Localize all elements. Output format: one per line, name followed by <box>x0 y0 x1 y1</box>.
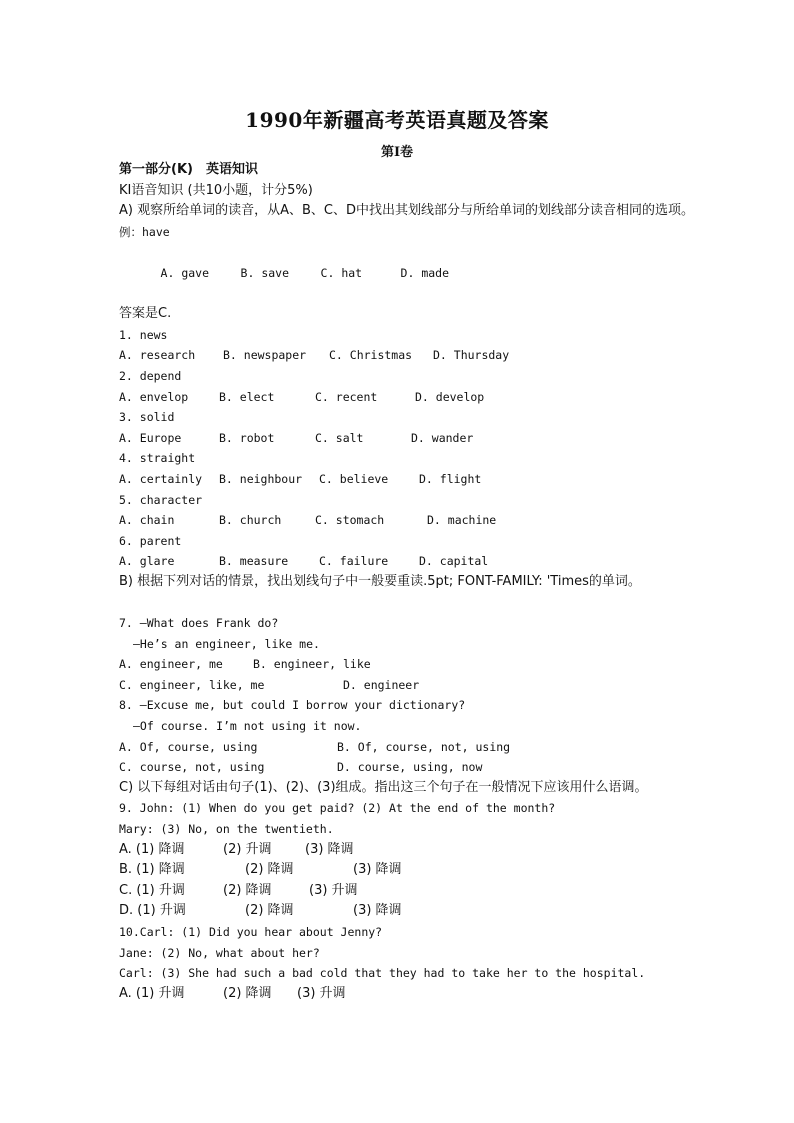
option: B. church <box>219 513 282 528</box>
option: B. engineer, like <box>253 657 371 672</box>
option: D. (1) 升调 <box>119 903 186 919</box>
question-9 <box>119 798 699 922</box>
document-body <box>119 160 699 1004</box>
option: D. wander <box>411 430 474 445</box>
option: B. neighbour <box>219 471 303 486</box>
example-word: 例：have <box>119 224 170 239</box>
option: (2) 降调 <box>223 882 272 898</box>
option: B. newspaper <box>223 348 307 363</box>
option: D. Thursday <box>433 348 510 363</box>
option: C. course, not, using <box>119 760 265 775</box>
dialog-line: Mary: (3) No, on the twentieth. <box>119 822 334 836</box>
option: (3) 升调 <box>309 882 358 898</box>
question-4 <box>119 448 699 489</box>
option: A. (1) 升调 <box>119 985 185 1001</box>
section-b-instruction: B) 根据下列对话的情景，找出划线句子中一般要重读.5pt; FONT-FAMILY: 'Times的单词。 <box>119 573 641 589</box>
option: D. engineer <box>343 677 420 692</box>
option: B. elect <box>219 389 275 404</box>
option: B. save <box>240 265 290 280</box>
option: C. engineer, like, me <box>119 677 265 692</box>
option: C. failure <box>319 554 389 569</box>
option: D. develop <box>415 389 485 404</box>
option: A. (1) 降调 <box>119 841 185 857</box>
question-6 <box>119 531 699 572</box>
dialog-line: Jane: (2) No, what about her? <box>119 945 320 960</box>
question-options <box>119 737 699 758</box>
section-k1-heading: KⅠ语音知识 (共10小题，计分5%) <box>119 182 313 198</box>
option: C. salt <box>315 430 364 445</box>
option: A. research <box>119 348 196 363</box>
question-options <box>119 387 699 408</box>
dialog-line: Carl: (3) She had such a bad cold that they had to take her to the hospital. <box>119 966 646 981</box>
option: A. Europe <box>119 430 182 445</box>
dialog-line: —He’s an engineer, like me. <box>133 636 320 651</box>
option: (3) 降调 <box>353 862 402 878</box>
option: D. course, using, now <box>337 760 483 775</box>
option: B. Of, course, not, using <box>337 739 511 754</box>
question-word: 3. solid <box>119 410 175 425</box>
option: C. believe <box>319 471 389 486</box>
dialog-line: 7. —What does Frank do? <box>119 616 279 631</box>
question-10 <box>119 922 699 1004</box>
section-a-instruction: A) 观察所给单词的读音，从A、B、C、D中找出其划线部分与所给单词的划线部分读音相同的选项。 <box>119 203 694 219</box>
option: D. machine <box>427 513 497 528</box>
question-options <box>119 469 699 490</box>
option: B. measure <box>219 554 289 569</box>
option: (3) 降调 <box>353 903 402 919</box>
option: (3) 降调 <box>305 841 354 857</box>
question-options <box>119 654 699 675</box>
question-2 <box>119 366 699 407</box>
question-word: 5. character <box>119 492 203 507</box>
question-options <box>119 510 699 531</box>
option: (2) 升调 <box>223 841 272 857</box>
option: (2) 降调 <box>245 903 294 919</box>
question-options <box>119 675 699 696</box>
question-options <box>119 840 699 861</box>
question-word: 6. parent <box>119 533 182 548</box>
option: C. recent <box>315 389 378 404</box>
option: C. (1) 升调 <box>119 882 185 898</box>
dialog-line: —Of course. I’m not using it now. <box>133 719 362 734</box>
question-word: 2. depend <box>119 368 182 383</box>
question-8 <box>119 695 699 777</box>
question-options <box>119 428 699 449</box>
dialog-line: 8. —Excuse me, but could I borrow your dictionary? <box>119 698 466 713</box>
question-options <box>119 901 699 922</box>
option: (3) 升调 <box>297 985 346 1001</box>
option: D. made <box>400 265 450 280</box>
example-answer: 答案是C. <box>119 306 172 322</box>
option: A. chain <box>119 513 175 528</box>
example-options <box>119 242 699 304</box>
question-7 <box>119 613 699 695</box>
question-5 <box>119 490 699 531</box>
question-1 <box>119 325 699 366</box>
part-heading: 第一部分(K) 英语知识 <box>119 162 258 177</box>
option: (2) 降调 <box>245 862 294 878</box>
question-word: 4. straight <box>119 451 196 466</box>
option: A. gave <box>160 265 210 280</box>
option: D. flight <box>419 471 482 486</box>
option: B. (1) 降调 <box>119 862 185 878</box>
option: D. capital <box>419 554 489 569</box>
document-title: 1990年新疆高考英语真题及答案 <box>245 108 549 132</box>
option: C. Christmas <box>329 348 413 363</box>
question-options <box>119 984 699 1005</box>
option: A. certainly <box>119 471 203 486</box>
option: C. stomach <box>315 513 385 528</box>
dialog-line: 9. John: (1) When do you get paid? (2) At the end of the month? <box>119 801 556 816</box>
dialog-line: 10.Carl: (1) Did you hear about Jenny? <box>119 924 383 939</box>
section-c-instruction: C) 以下每组对话由句子(1)、(2)、(3)组成。指出这三个句子在一般情况下应该用什么语调。 <box>119 779 648 795</box>
question-options <box>119 860 699 881</box>
question-options <box>119 345 699 366</box>
option: A. Of, course, using <box>119 739 258 754</box>
option: (2) 降调 <box>223 985 272 1001</box>
question-options <box>119 551 699 572</box>
option: B. robot <box>219 430 275 445</box>
question-3 <box>119 407 699 448</box>
question-word: 1. news <box>119 327 168 342</box>
question-options <box>119 757 699 778</box>
volume-heading: 第Ⅰ卷 <box>380 145 414 160</box>
option: A. glare <box>119 554 175 569</box>
question-options <box>119 881 699 902</box>
option: C. hat <box>320 265 363 280</box>
option: A. engineer, me <box>119 657 223 672</box>
option: A. envelop <box>119 389 189 404</box>
blank-line <box>119 592 699 613</box>
